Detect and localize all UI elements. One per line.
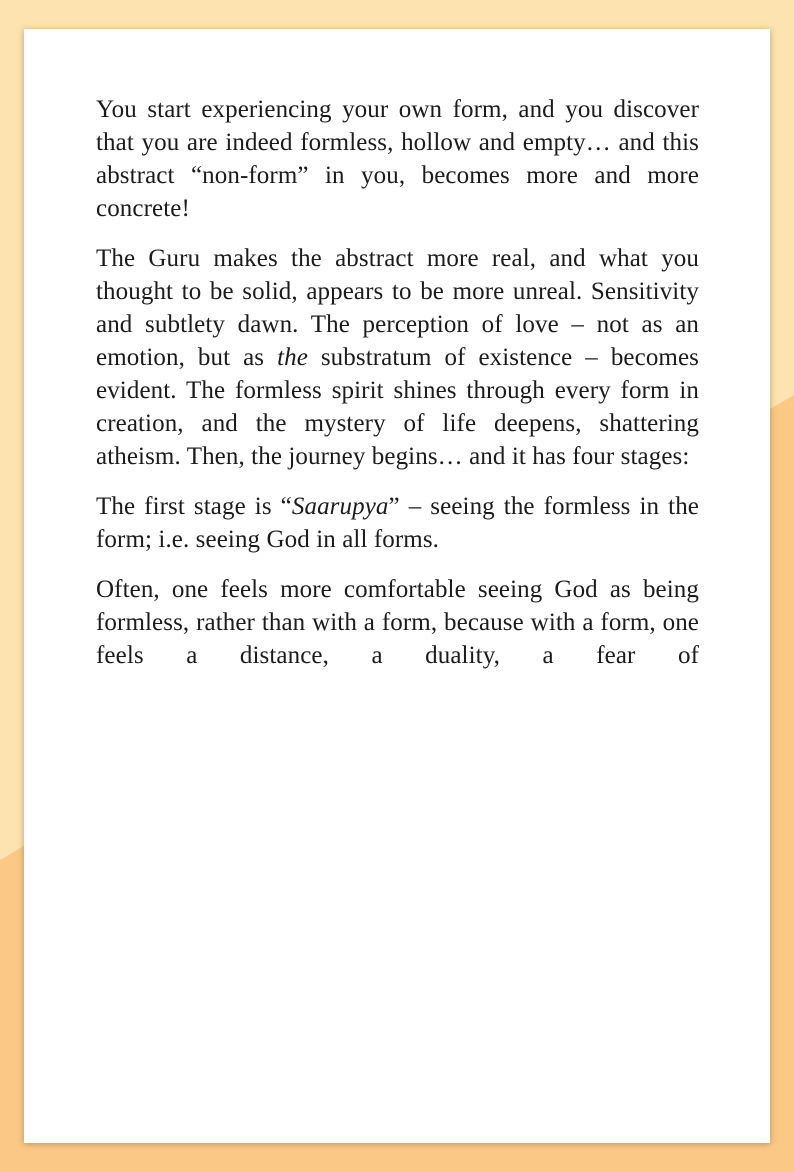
- paragraph-3: [96, 490, 699, 556]
- paragraph-3-text-end: ” – seeing the formless in the form; i.e. seeing God in all forms.: [96, 493, 699, 553]
- paragraph-4: [96, 573, 699, 672]
- book-page: [24, 29, 770, 1143]
- paragraph-1-text: You start experiencing your own form, and you discover that you are indeed formless, hollow and empty… and this abstract “non-form” in you, becomes more and more concrete!: [96, 96, 699, 222]
- page-body-text: [96, 93, 699, 689]
- paragraph-1: [96, 93, 699, 225]
- paragraph-2-emphasis: the: [277, 344, 308, 371]
- paragraph-3-emphasis: Saarupya: [291, 493, 389, 520]
- paragraph-3-text-start: The first stage is “: [96, 493, 292, 520]
- paragraph-2-text-end: substratum of existence – becomes evident. The formless spirit shines through every form in creation, and the mystery of life deepens, shattering atheism. Then, the journey begins… and it has four stages:: [96, 344, 699, 470]
- paragraph-2-text-start: The Guru makes the abstract more real, and what you thought to be solid, appears to be more unreal. Sensitivity and subtlety dawn. The perception of love – not as an emotion, but as: [96, 245, 699, 371]
- paragraph-2: [96, 242, 699, 473]
- paragraph-4-text: Often, one feels more comfortable seeing God as being formless, rather than with a form, because with a form, one feels a distance, a duality, a fear of: [96, 576, 699, 669]
